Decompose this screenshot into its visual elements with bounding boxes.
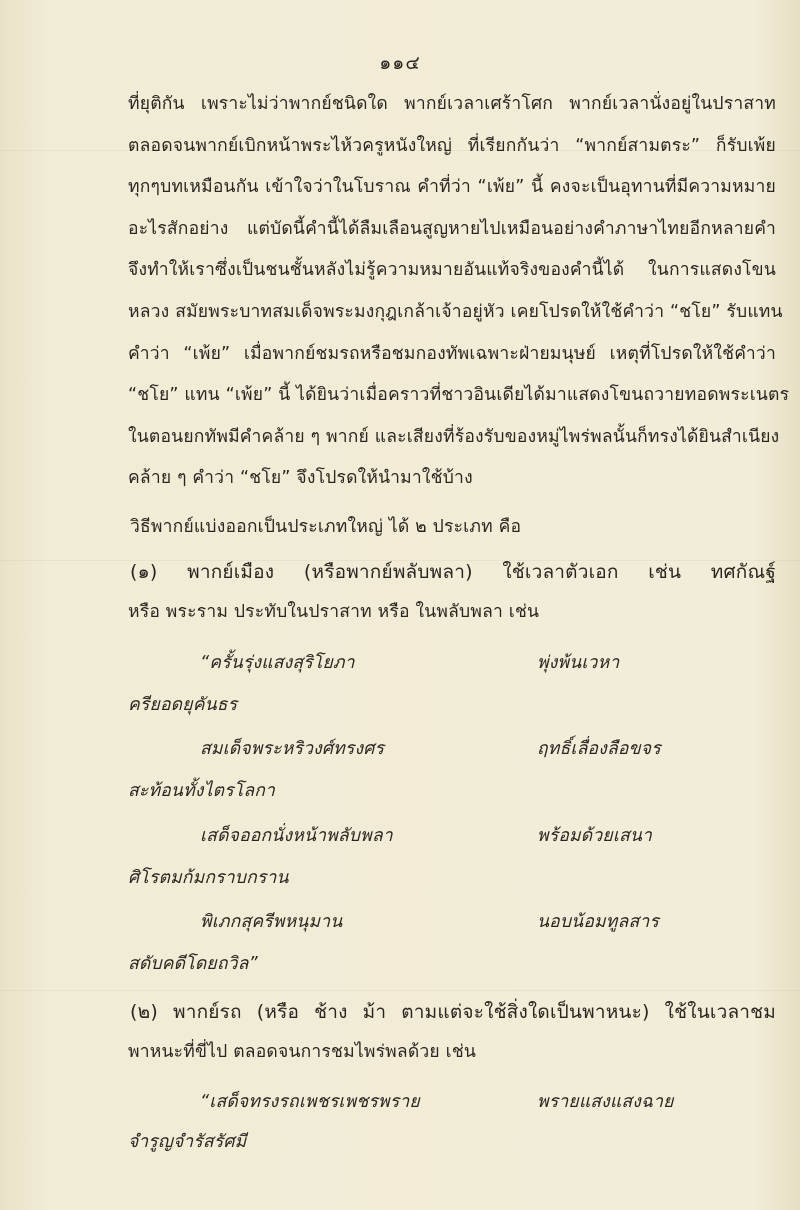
section-2-line-2: พาหนะที่ขี่ไป ตลอดจนการชมไพร่พลด้วย เช่น — [128, 1042, 477, 1062]
verse-tail: จำรูญจำรัสรัศมี — [128, 1132, 247, 1152]
body-line-last: คล้าย ๆ คำว่า “ชโย” จึงโปรดให้นำมาใช้บ้าง — [128, 468, 473, 488]
body-line: ที่ยุติกัน เพราะไม่ว่าพากย์ชนิดใด พากย์เวลาเศร้าโศก พากย์เวลานั่งอยู่ในปราสาท — [128, 94, 776, 114]
verse-tail: สะท้อนทั้งไตรโลกา — [128, 781, 276, 801]
verse-right: พุ่งพ้นเวหา — [537, 653, 620, 673]
body-line: หลวง สมัยพระบาทสมเด็จพระมงกุฎเกล้าเจ้าอยู่หัว เคยโปรดให้ใช้คำว่า “ชโย” รับแทน — [128, 302, 783, 322]
intro-line: วิธีพากย์แบ่งออกเป็นประเภทใหญ่ ได้ ๒ ประเภท คือ — [130, 517, 522, 537]
verse-right: พรายแสงแสงฉาย — [537, 1092, 674, 1112]
section-1-heading: (๑) พากย์เมือง (หรือพากย์พลับพลา) ใช้เวลาตัวเอก เช่น ทศกัณฐ์ — [130, 561, 776, 583]
section-1-line-2: หรือ พระราม ประทับในปราสาท หรือ ในพลับพลา เช่น — [128, 602, 540, 622]
body-line: คำว่า “เพ้ย” เมื่อพากย์ชมรถหรือชมกองทัพเฉพาะฝ่ายมนุษย์ เหตุที่โปรดให้ใช้คำว่า — [128, 344, 776, 364]
body-line: ทุกๆบทเหมือนกัน เข้าใจว่าในโบราณ คำที่ว่า “เพ้ย” นี้ คงจะเป็นอุทานที่มีความหมาย — [128, 177, 776, 197]
verse-left: “ครั้นรุ่งแสงสุริโยภา — [200, 653, 355, 673]
body-line: ในตอนยกทัพมีคำคล้าย ๆ พากย์ และเสียงที่ร้องรับของหมู่ไพร่พลนั้นก็ทรงได้ยินสำเนียง — [128, 427, 780, 447]
show-through-line — [0, 990, 800, 991]
verse-left: พิเภกสุครีพหนุมาน — [200, 912, 343, 932]
verse-left: เสด็จออกนั่งหน้าพลับพลา — [200, 826, 393, 846]
verse-tail: ครียอดยุคันธร — [128, 695, 238, 715]
body-line: จึงทำให้เราซึ่งเป็นชนชั้นหลังไม่รู้ความหมายอันแท้จริงของคำนี้ได้ ในการแสดงโขน — [128, 260, 776, 280]
body-line: ตลอดจนพากย์เบิกหน้าพระไห้วครูหนังใหญ่ ที่เรียกกันว่า “พากย์สามตระ” ก็รับเพ้ย — [128, 136, 776, 156]
page-number: ๑๑๔ — [379, 52, 421, 74]
verse-right: พร้อมด้วยเสนา — [537, 826, 653, 846]
verse-right: นอบน้อมทูลสาร — [537, 912, 659, 932]
verse-tail: ศิโรตมก้มกราบกราน — [128, 868, 289, 888]
verse-left: สมเด็จพระหริวงศ์ทรงศร — [200, 739, 385, 759]
verse-tail: สดับคดีโดยถวิล” — [128, 954, 258, 974]
body-line: อะไรสักอย่าง แต่บัดนี้คำนี้ได้ลืมเลือนสูญหายไปเหมือนอย่างคำภาษาไทยอีกหลายคำ — [128, 219, 776, 239]
section-2-heading: (๒) พากย์รถ (หรือ ช้าง ม้า ตามแต่จะใช้สิ่งใดเป็นพาหนะ) ใช้ในเวลาชม — [130, 1001, 776, 1023]
body-line: “ชโย” แทน “เพ้ย” นี้ ได้ยินว่าเมื่อคราวที่ชาวอินเดียได้มาแสดงโขนถวายทอดพระเนตร — [128, 385, 790, 405]
verse-right: ฤทธิ์เลื่องลือขจร — [537, 739, 661, 759]
verse-left: “เสด็จทรงรถเพชรเพชรพราย — [200, 1092, 420, 1112]
